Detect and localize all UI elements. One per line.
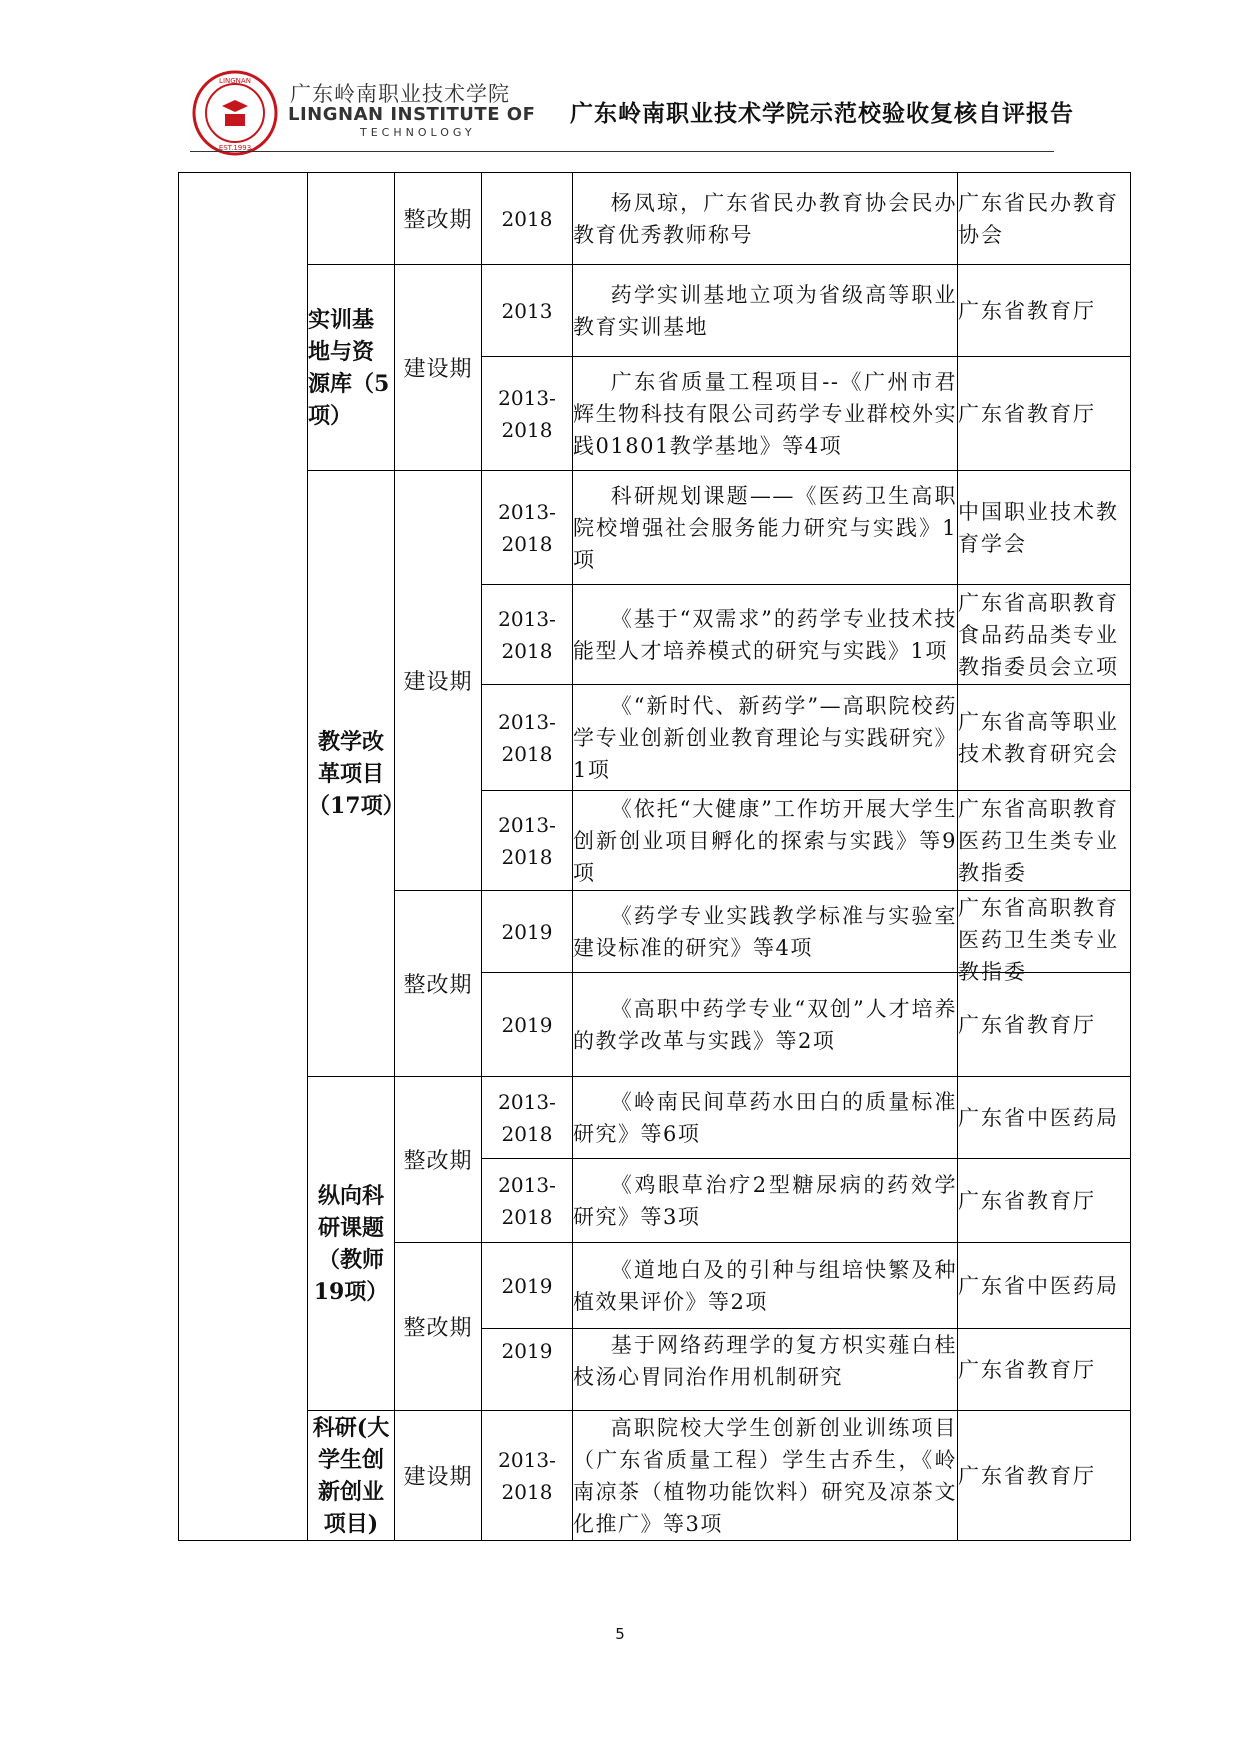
year-cell: 2019 bbox=[482, 1243, 573, 1329]
category-cell-empty bbox=[308, 173, 395, 265]
page-number: 5 bbox=[615, 1625, 625, 1643]
organization-cell: 广东省高职教育食品药品类专业教指委员会立项 bbox=[958, 585, 1131, 685]
description-cell: 高职院校大学生创新创业训练项目（广东省质量工程）学生古乔生，《岭南凉茶（植物功能饮料）研究及凉茶文化推广》等3项 bbox=[573, 1411, 958, 1541]
header-rule bbox=[190, 151, 1054, 152]
organization-cell: 广东省中医药局 bbox=[958, 1077, 1131, 1159]
org-name-en-line2: TECHNOLOGY bbox=[360, 126, 476, 139]
description-cell: 《“新时代、新药学”—高职院校药学专业创新创业教育理论与实践研究》1项 bbox=[573, 685, 958, 791]
organization-cell: 广东省教育厅 bbox=[958, 357, 1131, 471]
document-title: 广东岭南职业技术学院示范校验收复核自评报告 bbox=[570, 100, 1074, 127]
description-cell: 广东省质量工程项目--《广州市君辉生物科技有限公司药学专业群校外实践01801教学基地》等4项 bbox=[573, 357, 958, 471]
organization-cell: 广东省教育厅 bbox=[958, 973, 1131, 1077]
description-cell: 《鸡眼草治疗2型糖尿病的药效学研究》等3项 bbox=[573, 1159, 958, 1243]
organization-cell: 中国职业技术教育学会 bbox=[958, 471, 1131, 585]
school-seal-icon bbox=[192, 70, 278, 156]
organization-cell: 广东省教育厅 bbox=[958, 265, 1131, 357]
year-cell: 2013-2018 bbox=[482, 685, 573, 791]
org-name-en: LINGNAN INSTITUTE OF bbox=[288, 104, 536, 125]
org-name-cn: 广东岭南职业技术学院 bbox=[290, 82, 510, 106]
organization-cell: 广东省中医药局 bbox=[958, 1243, 1131, 1329]
achievements-table bbox=[178, 172, 1131, 1541]
year-cell: 2019 bbox=[482, 1329, 573, 1411]
year-cell: 2019 bbox=[482, 891, 573, 973]
stage-cell: 整改期 bbox=[395, 1077, 482, 1243]
stage-cell: 整改期 bbox=[395, 891, 482, 1077]
description-cell: 《依托“大健康”工作坊开展大学生创新创业项目孵化的探索与实践》等9项 bbox=[573, 791, 958, 891]
category-cell: 科研(大学生创新创业项目) bbox=[308, 1411, 395, 1541]
year-cell: 2019 bbox=[482, 973, 573, 1077]
description-cell: 《岭南民间草药水田白的质量标准研究》等6项 bbox=[573, 1077, 958, 1159]
left-blank-cell bbox=[179, 173, 308, 1541]
category-cell: 教学改革项目（17项） bbox=[308, 471, 395, 1077]
description-cell: 药学实训基地立项为省级高等职业教育实训基地 bbox=[573, 265, 958, 357]
year-cell: 2013-2018 bbox=[482, 471, 573, 585]
stage-cell: 整改期 bbox=[395, 1243, 482, 1411]
stage-cell: 建设期 bbox=[395, 1411, 482, 1541]
year-cell: 2013-2018 bbox=[482, 585, 573, 685]
table-row bbox=[179, 265, 1131, 357]
organization-cell: 广东省高等职业技术教育研究会 bbox=[958, 685, 1131, 791]
table-row bbox=[179, 1411, 1131, 1541]
year-cell: 2013 bbox=[482, 265, 573, 357]
year-cell: 2013-2018 bbox=[482, 1411, 573, 1541]
organization-cell: 广东省高职教育医药卫生类专业教指委 bbox=[958, 891, 1131, 973]
stage-cell: 建设期 bbox=[395, 265, 482, 471]
stage-cell: 建设期 bbox=[395, 471, 482, 891]
description-cell: 《基于“双需求”的药学专业技术技能型人才培养模式的研究与实践》1项 bbox=[573, 585, 958, 685]
svg-text:EST.1993: EST.1993 bbox=[218, 144, 252, 152]
description-cell: 《道地白及的引种与组培快繁及种植效果评价》等2项 bbox=[573, 1243, 958, 1329]
description-cell: 《药学专业实践教学标准与实验室建设标准的研究》等4项 bbox=[573, 891, 958, 973]
svg-text:LINGNAN: LINGNAN bbox=[219, 77, 251, 85]
category-cell: 实训基地与资源库（5项） bbox=[308, 265, 395, 471]
year-cell: 2013-2018 bbox=[482, 1077, 573, 1159]
table-row bbox=[179, 1077, 1131, 1159]
organization-cell: 广东省教育厅 bbox=[958, 1159, 1131, 1243]
organization-cell: 广东省教育厅 bbox=[958, 1411, 1131, 1541]
table-row bbox=[179, 173, 1131, 265]
description-cell: 《高职中药学专业“双创”人才培养的教学改革与实践》等2项 bbox=[573, 973, 958, 1077]
organization-cell: 广东省教育厅 bbox=[958, 1329, 1131, 1411]
organization-cell: 广东省高职教育医药卫生类专业教指委 bbox=[958, 791, 1131, 891]
stage-cell: 整改期 bbox=[395, 173, 482, 265]
category-cell: 纵向科研课题（教师19项） bbox=[308, 1077, 395, 1411]
organization-cell: 广东省民办教育协会 bbox=[958, 173, 1131, 265]
description-cell: 杨凤琼，广东省民办教育协会民办教育优秀教师称号 bbox=[573, 173, 958, 265]
description-cell: 科研规划课题——《医药卫生高职院校增强社会服务能力研究与实践》1项 bbox=[573, 471, 958, 585]
year-cell: 2018 bbox=[482, 173, 573, 265]
year-cell: 2013-2018 bbox=[482, 357, 573, 471]
year-cell: 2013-2018 bbox=[482, 791, 573, 891]
page-header bbox=[0, 0, 1240, 160]
table-row bbox=[179, 471, 1131, 585]
year-cell: 2013-2018 bbox=[482, 1159, 573, 1243]
description-cell: 基于网络药理学的复方枳实薤白桂枝汤心胃同治作用机制研究 bbox=[573, 1329, 958, 1411]
